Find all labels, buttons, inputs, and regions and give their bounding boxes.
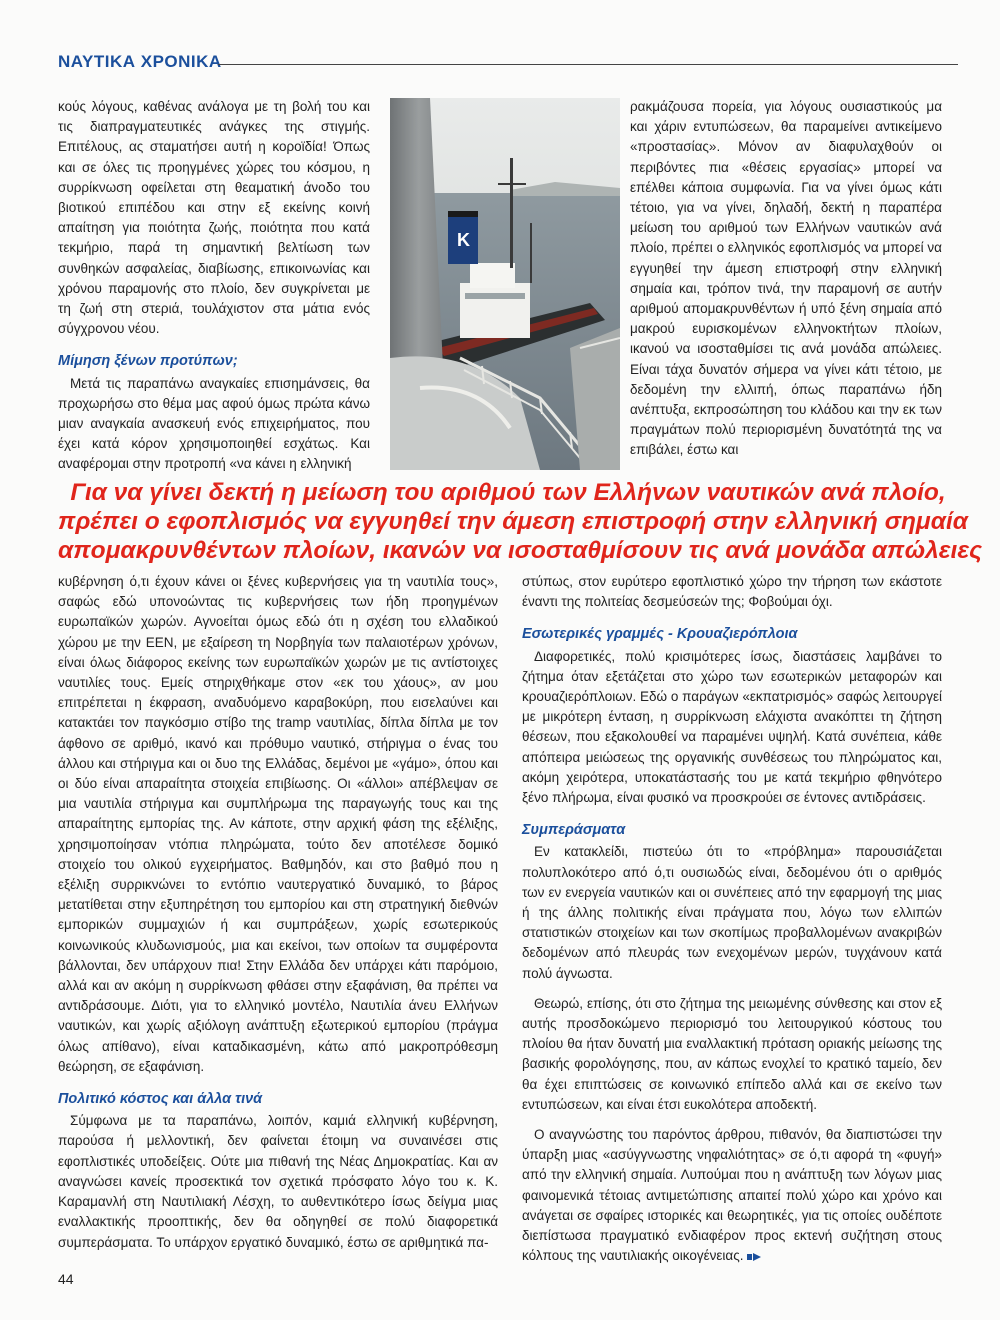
pull-quote [58, 478, 983, 565]
section-heading: Μίμηση ξένων προτύπων; [58, 353, 238, 370]
column-top-left [58, 97, 370, 485]
paragraph: Μετά τις παραπάνω αναγκαίες επισημάνσεις, θα προχωρήσω στο θέμα μας αφού όμως πρώτα κάνω μιαν αναγκαία ανασκευή ενός επιχειρήματος, που έχει κατά κόρον χρησιμοποιηθεί εσχάτως. Και αναφέρομαι στην προτροπή «να κάνει η ελληνική [58, 375, 370, 472]
section-heading: Συμπεράσματα [522, 822, 626, 839]
ship-photo-illustration [390, 98, 620, 470]
ship-photo [390, 98, 620, 470]
paragraph: Εν κατακλείδι, πιστεύω ότι το «πρόβλημα» παρουσιάζεται πολυπλοκότερο από ό,τι ουσιωδώς είναι, δεδομένου ότι ο αριθμός των εν ενεργεία ναυτικών και οι συνέπειες από την εφαρμογή της μιας ή της άλλης πολιτικής είναι πράγματα που, λόγω των ελλιπών στατιστικών στοιχείων και των σκοπίμως προβαλλομένων ανακριβών δεδομένων από πλευράς των ενεχομένων μερών, τυγχάνουν κατά πολύ άγνωστα. [522, 844, 942, 981]
paragraph-text: Ο αναγνώστης του παρόντος άρθρου, πιθανόν, θα διαπιστώσει την ύπαρξη μιας «ασύγγνωστης νηφαλιότητας» σε ό,τι αφορά τη «φυγή» από την ελληνική σημαία. Λυπούμαι που η ανάπτυξη των λόγων μιας φαινομενικά τέτοιας αντιμετώπισης απαιτεί πολύ χώρο και χρόνο και ανάγεται σε σφαίρες ιστορικές και θεωρητικές, για τις οποίες ουδέποτε διεπίστωσα πραγματικό ενδιαφέρον προς εκτενή συζήτηση στους κόλπους της ναυτιλιακής οικογένειας. [522, 1127, 942, 1264]
paragraph: στύπως, στον ευρύτερο εφοπλιστικό χώρο την τήρηση των εκάστοτε έναντι της πολιτείας δεσμεύσεών της; Φοβούμαι όχι. [522, 574, 942, 610]
pull-quote-line: απομακρυνθέντων πλοίων, ικανών να ισοσταθμίσουν τις ανά μονάδα απώλειες [58, 537, 983, 564]
funnel-letter: K [457, 230, 470, 250]
column-bottom-left [58, 572, 498, 1263]
pull-quote-line: Για να γίνει δεκτή η μείωση του αριθμού των Ελλήνων ναυτικών ανά πλοίο, [70, 479, 946, 506]
paragraph: Σύμφωνα με τα παραπάνω, λοιπόν, καμιά ελληνική κυβέρνηση, παρούσα ή μελλοντική, δεν φαίνεται έτοιμη να συναινέσει στις εφοπλιστικές υποδείξεις. Ούτε μια πιθανή της Νέας Δημοκρατίας. Και αν αναγνώσει κανείς προσεκτικά τον σχετικά πρόσφατο λόγο του κ. Κ. Καραμανλή στη Ναυτιλιακή Λέσχη, το αυθεντικότερο ίσως δείγμα μιας εναλλακτικής προοπτικής, δεν θα οδηγηθεί σε πολύ διαφορετικά συμπεράσματα. Το υπάρχον εργατικό δυναμικό, έστω σε αριθμητικά πα- [58, 1113, 498, 1250]
section-heading: Εσωτερικές γραμμές - Κρουαζιερόπλοια [522, 626, 798, 643]
paragraph: Θεωρώ, επίσης, ότι στο ζήτημα της μειωμένης σύνθεσης και στον εξ αυτής προσδοκώμενο περιορισμό του λειτουργικού κόστους του πλοίου θα ήταν δυνατή μια εναλλακτική πρόταση οριακής μείωσης της βασικής φορολόγησης, που, αν κάπως ενοχλεί το κρατικό ταμείο, δεν θα έχει επιπτώσεις σε κοινωνικό επίπεδο αλλά και σε εκείνο των εντυπώσεων, και είναι έτσι ευκολότερα αποδεκτή. [522, 995, 942, 1112]
end-of-article-icon [747, 1253, 761, 1261]
header-rule [218, 64, 958, 65]
paragraph: Διαφορετικές, πολύ κρισιμότερες ίσως, διαστάσεις λαμβάνει το ζήτημα όταν εξετάζεται στο χώρο των εσωτερικών μεταφορών και κρουαζιερόπλοιων. Εδώ ο παράγων «εκπατρισμός» σαφώς λειτουργεί με μικρότερη ένταση, η συρρίκνωση ελάχιστα ανακόπτει τη ζήτηση θέσεων, που εξακολουθεί να παραμένει υψηλή. Κατά συνέπεια, κάθε απόπειρα μειώσεως της οργανικής συνθέσεως του πληρώματος και, ακόμη χειρότερα, υποκατάστασής του με κατά τεκμήριο φθηνότερο ξένο πλήρωμα, είναι φυσικό να προσκρούει σε έντονες αντιδράσεις. [522, 648, 942, 806]
paragraph: κυβέρνηση ό,τι έχουν κάνει οι ξένες κυβερνήσεις για τη ναυτιλία τους», σαφώς εδώ υπονοώντας τις κυβερνήσεις των ήδη προηγμένων ευρωπαϊκών χωρών. Αγνοείται όμως εδώ ότι η σχέση του ελλαδικού χώρου με την ΕΕΝ, με εξαίρεση τη Νορβηγία των παλαιοτέρων χρόνων, είναι όλως διάφορος εκείνης των ευρωπαϊκών χωρών με τις αντίστοιχες ναυτιλίες τους. Εμείς στηριχθήκαμε στον «εκ του χάους», αν μου επιτρέπεται η έκφραση, αναδυόμενο καραβοκύρη, που εισελαύνει και κατακτάει τον παγκόσμιο στίβο της tramp ναυτιλίας, δίπλα δίπλα με τον άφθονο σε αριθμό, ικανό και πρόθυμο ναυτικό, στήριγμα ο ένας του άλλου και στήριγμα και οι δυο της Ελλάδας, δεμένοι με «γάμο», όπου και οι δύο είναι απαραίτητα στοιχεία επιβίωσης. Οι «άλλοι» απέβλεψαν σε μια ναυτιλία στήριγμα και συμπλήρωμα της παραγωγής τους και της απαραίτητης εμπορίας της. Αν κάποτε, στην αρχική φάση της εξέλιξης, χρησιμοποίησαν ντόπια πληρώματα, τούτο δεν αποτέλεσε δομικό στοιχείο του ολικού εγχειρήματος. Βαθμηδόν, και στο βαθμό που η εξέλιξη συρρικνώνει το εντόπιο ναυτεργατικό δυναμικό, το βάρος μετατίθεται στην εξυπηρέτηση του εμπορίου και στη στρατηγική διεθνών εμπορικών συμμαχιών ή και συμπράξεων, χωρίς εσωτερικούς κοινωνικούς κλυδωνισμούς, μια και εκείνοι, των οποίων τα συμφέροντα βάλλονται, δεν υπάρχουν πια! Στην Ελλάδα δεν υπάρχει κάτι παρόμοιο, αλλά και αν ακόμη η συρρίκνωση φθάσει στην εξαφάνιση, θα πρέπει να αντιδράσουμε. Διότι, για το ελληνικό μοντέλο, Ναυτιλία άνευ Ελλήνων ναυτικών, και χωρίς αξιόλογη ανάπτυξη εξωτερικού εμπορίου (πράγμα όλως απίθανο), είναι καταδικασμένη, κάτω από μακροπρόθεσμη θεώρηση, σε εξαφάνιση. [58, 574, 498, 1074]
pull-quote-line: πρέπει ο εφοπλισμός να εγγυηθεί την άμεση επιστροφή στην ελληνική σημαία [58, 508, 968, 535]
column-top-right [630, 97, 942, 471]
paragraph: ρακμάζουσα πορεία, για λόγους ουσιαστικούς μα και χάριν εντυπώσεων, θα παραμείνει αντικείμενο «προστασίας». Μόνον αν διαφυλαχθούν οι περιβόντες πια «θέσεις εργασίας» μπορεί να επέλθει κάποια συμφωνία. Για να γίνει όμως κάτι τέτοιο, για να γίνει, δηλαδή, δεκτή η παραπέρα μείωση του αριθμού των Ελλήνων ναυτικών ανά πλοίο, πρέπει ο ελληνικός εφοπλισμός να μπορεί να εγγυηθεί την άμεση επιστροφή στην ελληνική σημαία και, τρόπον τινά, την παραμονή σε αυτήν αριθμού απομακρυνθέντων ή υπό ξένη σημαία από μακρού ευρισκομένων ελληνοκτήτων πλοίων, ικανού να ισοσταθμίσει τις ανά μονάδα απώλειες. Είναι τάχα δυνατόν σήμερα να γίνει κάτι τέτοιο, με δεδομένη την ελλιπή, όπως παραπάνω ήδη ανέπτυξα, εκπροσώπηση του κλάδου και την εκ των πραγμάτων πολύ περιορισμένη δυνατότητά της να επιβάλει, έστω και [630, 99, 942, 458]
paragraph [522, 1125, 942, 1266]
page-number: 44 [58, 1271, 74, 1287]
masthead: ΝΑΥΤΙΚΑ ΧΡΟΝΙΚΑ [58, 52, 222, 71]
section-heading: Πολιτικό κόστος και άλλα τινά [58, 1091, 263, 1108]
paragraph: κούς λόγους, καθένας ανάλογα με τη βολή του και τις διαπραγματευτικές ανάγκες της στιγμής. Επιτέλους, ας σταματήσει αυτή η κοροϊδία! Όπως και σε όλες τις προηγμένες χώρες του κόσμου, η συρρίκνωση οφείλεται στη θεαματική άνοδο του βιοτικού επιπέδου και στην εξ εκείνης κοινή απαίτηση για ποιότητα ζωής, ποιότητα που κατά τεκμήριο, παρά τη σημαντική βελτίωση των συνθηκών ασφαλείας, διαβίωσης, επικοινωνίας και χρόνου παραμονής στο πλοίο, δεν συγκρίνεται με τη ζωή στη στεριά, τουλάχιστον στα μάτια ενός σύγχρονου νέου. [58, 99, 370, 337]
column-bottom-right [522, 572, 942, 1277]
page-header [58, 52, 958, 72]
